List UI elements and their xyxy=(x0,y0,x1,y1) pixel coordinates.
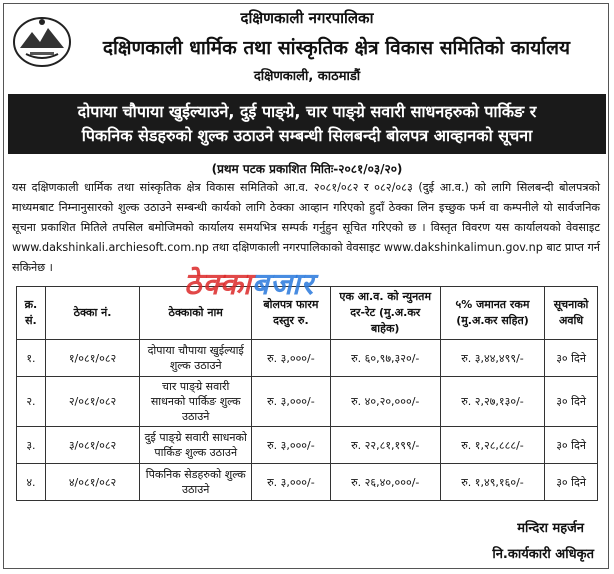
letterhead xyxy=(0,0,614,92)
publication-date: (प्रथम पटक प्रकाशित मितिः-२०८१/०३/२०) xyxy=(211,162,403,176)
signatory-name: मन्दिरा महर्जन xyxy=(517,521,584,536)
watermark-part1: ठेक्का xyxy=(184,267,252,302)
cell-form-fee: रु. ३,०००/- xyxy=(252,464,330,501)
signatory-title: नि.कार्यकारी अधिकृत xyxy=(492,547,594,562)
cell-deposit: रु. १,२८,८८८/- xyxy=(440,427,544,464)
cell-deposit: रु. ३,४४,४९९/- xyxy=(440,340,544,377)
cell-description: दोपाया चौपाया खुईल्याई शुल्क उठाउने xyxy=(140,340,252,377)
watermark-logo xyxy=(184,262,314,303)
municipality-name: दक्षिणकाली नगरपालिका xyxy=(240,9,374,27)
header-duration: सूचनाको अवधि xyxy=(545,287,598,340)
cell-duration: ३० दिने xyxy=(545,377,598,427)
table-row xyxy=(17,340,598,377)
cell-min-rate: रु. २२,८१,१९९/- xyxy=(330,427,440,464)
cell-min-rate: रु. ४०,२०,०००/- xyxy=(330,377,440,427)
cell-description: चार पाङ्ग्रे सवारी साधनको पार्किङ शुल्क उठाउने xyxy=(140,377,252,427)
cell-contract-no: ३/०८१/०८२ xyxy=(45,427,139,464)
notice-title-banner xyxy=(8,94,606,154)
cell-duration: ३० दिने xyxy=(545,464,598,501)
cell-form-fee: रु. ३,०००/- xyxy=(252,377,330,427)
notice-title-line1: दोपाया चौपाया खुईल्याउने, दुई पाङ्ग्रे, चार पाङ्ग्रे सवारी साधनहरुको पार्किङ र xyxy=(77,102,537,121)
cell-duration: ३० दिने xyxy=(545,427,598,464)
cell-sn: १. xyxy=(17,340,46,377)
cell-description: पिकनिक सेडहरुको शुल्क उठाउने xyxy=(140,464,252,501)
cell-sn: २. xyxy=(17,377,46,427)
header-sn: क्र. सं. xyxy=(17,287,46,340)
watermark-part2: बजार xyxy=(251,267,315,302)
header-contract-no: ठेक्का नं. xyxy=(45,287,139,340)
header-form-fee: बोलपत्र फारम दस्तुर रु. xyxy=(252,287,330,340)
table-row xyxy=(17,464,598,501)
table-row xyxy=(17,377,598,427)
cell-form-fee: रु. ३,०००/- xyxy=(252,340,330,377)
tender-table xyxy=(16,286,598,501)
header-description: ठेक्काको नाम xyxy=(140,287,252,340)
office-name: दक्षिणकाली धार्मिक तथा सांस्कृतिक क्षेत्र विकास समितिको कार्यालय xyxy=(102,37,571,59)
cell-deposit: रु. १,४९,१६०/- xyxy=(440,464,544,501)
header-deposit: ५% जमानत रकम (मु.अ.कर सहित) xyxy=(440,287,544,340)
table-row xyxy=(17,427,598,464)
cell-sn: ४. xyxy=(17,464,46,501)
notice-paragraph: यस दक्षिणकाली धार्मिक तथा सांस्कृतिक क्षेत्र विकास समितिको आ.व. २०८१/०८२ र ०८२/०८३ (दुई आ.व.) को लागि सिलबन्दी बोलपत्रको माध्यमबाट निम्नानुसारको शुल्क उठाउने सम्बन्धी कार्यको लागि ठेक्का आव्हान गरिएको हुदाँ ठेक्का लिन इच्छुक फर्म वा कम्पनीले यो सार्वजनिक सूचना प्रकाशित मितिले तपसिल बमोजिमको कार्यालय समयभित्र सम्पर्क गर्नुहुन सूचित गरिएको छ । विस्तृत विवरण यस कार्यालयको वेवसाइट www.dakshinkali.archiesoft.com.np तथा दक्षिणकाली नगरपालिकाको वेवसाइट www.dakshinkalimun.gov.np बाट प्राप्त गर्न सकिनेछ । xyxy=(12,181,600,274)
cell-contract-no: १/०८१/०८२ xyxy=(45,340,139,377)
cell-description: दुई पाङ्ग्रे सवारी साधनको पार्किङ शुल्क उठाउने xyxy=(140,427,252,464)
cell-form-fee: रु. ३,०००/- xyxy=(252,427,330,464)
cell-min-rate: रु. ६०,९७,३२०/- xyxy=(330,340,440,377)
office-address: दक्षिणकाली, काठमाडौं xyxy=(253,69,361,84)
cell-min-rate: रु. २६,४०,०००/- xyxy=(330,464,440,501)
header-min-rate: एक आ.व. को न्युनतम दर-रेट (मु.अ.कर बाहेक) xyxy=(330,287,440,340)
cell-deposit: रु. २,२७,१३०/- xyxy=(440,377,544,427)
notice-title-line2: पिकनिक सेडहरुको शुल्क उठाउने सम्बन्धी सिलबन्दी बोलपत्र आव्हानको सूचना xyxy=(81,126,533,145)
cell-sn: ३. xyxy=(17,427,46,464)
cell-duration: ३० दिने xyxy=(545,340,598,377)
cell-contract-no: २/०८१/०८२ xyxy=(45,377,139,427)
cell-contract-no: ४/०८१/०८२ xyxy=(45,464,139,501)
